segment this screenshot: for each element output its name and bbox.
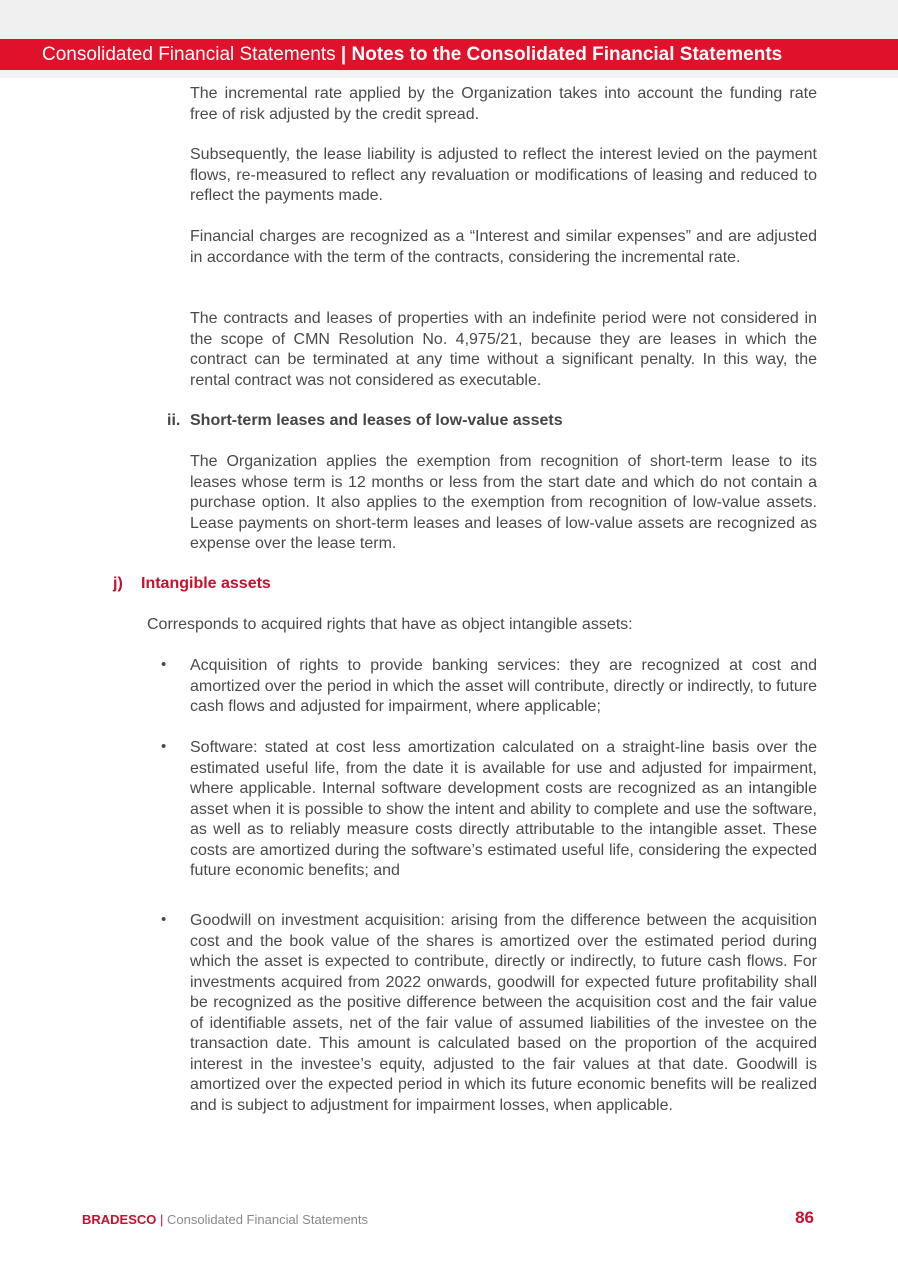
- top-margin: [0, 0, 898, 40]
- header-section: Consolidated Financial Statements: [42, 44, 336, 65]
- section-j-intro: Corresponds to acquired rights that have as object intangible assets:: [147, 616, 633, 633]
- section-ii-body: The Organization applies the exemption from recognition of short-term lease to its leases whose term is 12 months or less from the start date and which do not contain a purchase option. It also applies to the exemption from recognition of low-value assets. Lease payments on short-term leases and leases of low-value assets are recognized as expense over the lease term.: [190, 453, 817, 552]
- footer-title: Consolidated Financial Statements: [167, 1212, 368, 1227]
- page-number: 86: [795, 1208, 814, 1227]
- footer-separator: |: [160, 1212, 164, 1227]
- footer-brand: BRADESCO: [82, 1212, 157, 1227]
- header-divider: [0, 70, 898, 78]
- header-separator: |: [340, 44, 347, 65]
- section-ii-number: ii.: [167, 412, 181, 429]
- bullet-marker: •: [161, 911, 167, 928]
- bullet-marker: •: [161, 738, 167, 755]
- section-j-number: j): [113, 575, 123, 592]
- footer: [82, 1211, 368, 1229]
- bullet-marker: •: [161, 656, 167, 673]
- page-header-bar: [0, 39, 898, 70]
- list-item-goodwill: Goodwill on investment acquisition: arising from the difference between the acquisition cost and the book value of the shares is amortized over the estimated period during which the asset is expected to contribute, directly or indirectly, to future cash flows. For investments acquired from 2022 onwards, goodwill for expected future profitability shall be recognized as the positive difference between the acquisition cost and the fair value of identifiable assets, net of the fair value of assumed liabilities of the investee on the transaction date. This amount is calculated based on the proportion of the acquired interest in the investee’s equity, adjusted to the fair values at that date. Goodwill is amortized over the expected period in which its future economic benefits will be realized and is subject to adjustment for impairment losses, when applicable.: [190, 912, 817, 1114]
- paragraph-financial-charges: Financial charges are recognized as a “Interest and similar expenses” and are adjusted in accordance with the term of the contracts, considering the incremental rate.: [190, 228, 817, 266]
- section-ii-heading: [167, 411, 563, 432]
- section-j-title: Intangible assets: [141, 575, 271, 592]
- section-j-heading: [113, 574, 271, 595]
- paragraph-lease-liability: Subsequently, the lease liability is adjusted to reflect the interest levied on the payment flows, re-measured to reflect any revaluation or modifications of leasing and reduced to reflect the payments made.: [190, 146, 817, 204]
- paragraph-incremental-rate: The incremental rate applied by the Organization takes into account the funding rate free of risk adjusted by the credit spread.: [190, 85, 817, 123]
- section-ii-title: Short-term leases and leases of low-value assets: [190, 412, 563, 429]
- list-item-banking-rights: Acquisition of rights to provide banking services: they are recognized at cost and amortized over the period in which the asset will contribute, directly or indirectly, to future cash flows and adjusted for impairment, where applicable;: [190, 657, 817, 715]
- paragraph-indefinite-contracts: The contracts and leases of properties with an indefinite period were not considered in the scope of CMN Resolution No. 4,975/21, because they are leases in which the contract can be terminated at any time without a significant penalty. In this way, the rental contract was not considered as executable.: [190, 310, 817, 389]
- header-subsection: Notes to the Consolidated Financial Statements: [351, 44, 783, 65]
- list-item-software: Software: stated at cost less amortization calculated on a straight-line basis over the estimated useful life, from the date it is available for use and adjusted for impairment, where applicable. Internal software development costs are recognized as an intangible asset when it is possible to show the intent and ability to complete and use the software, as well as to reliably measure costs directly attributable to the intangible asset. These costs are amortized during the software’s estimated useful life, considering the expected future economic benefits; and: [190, 739, 817, 879]
